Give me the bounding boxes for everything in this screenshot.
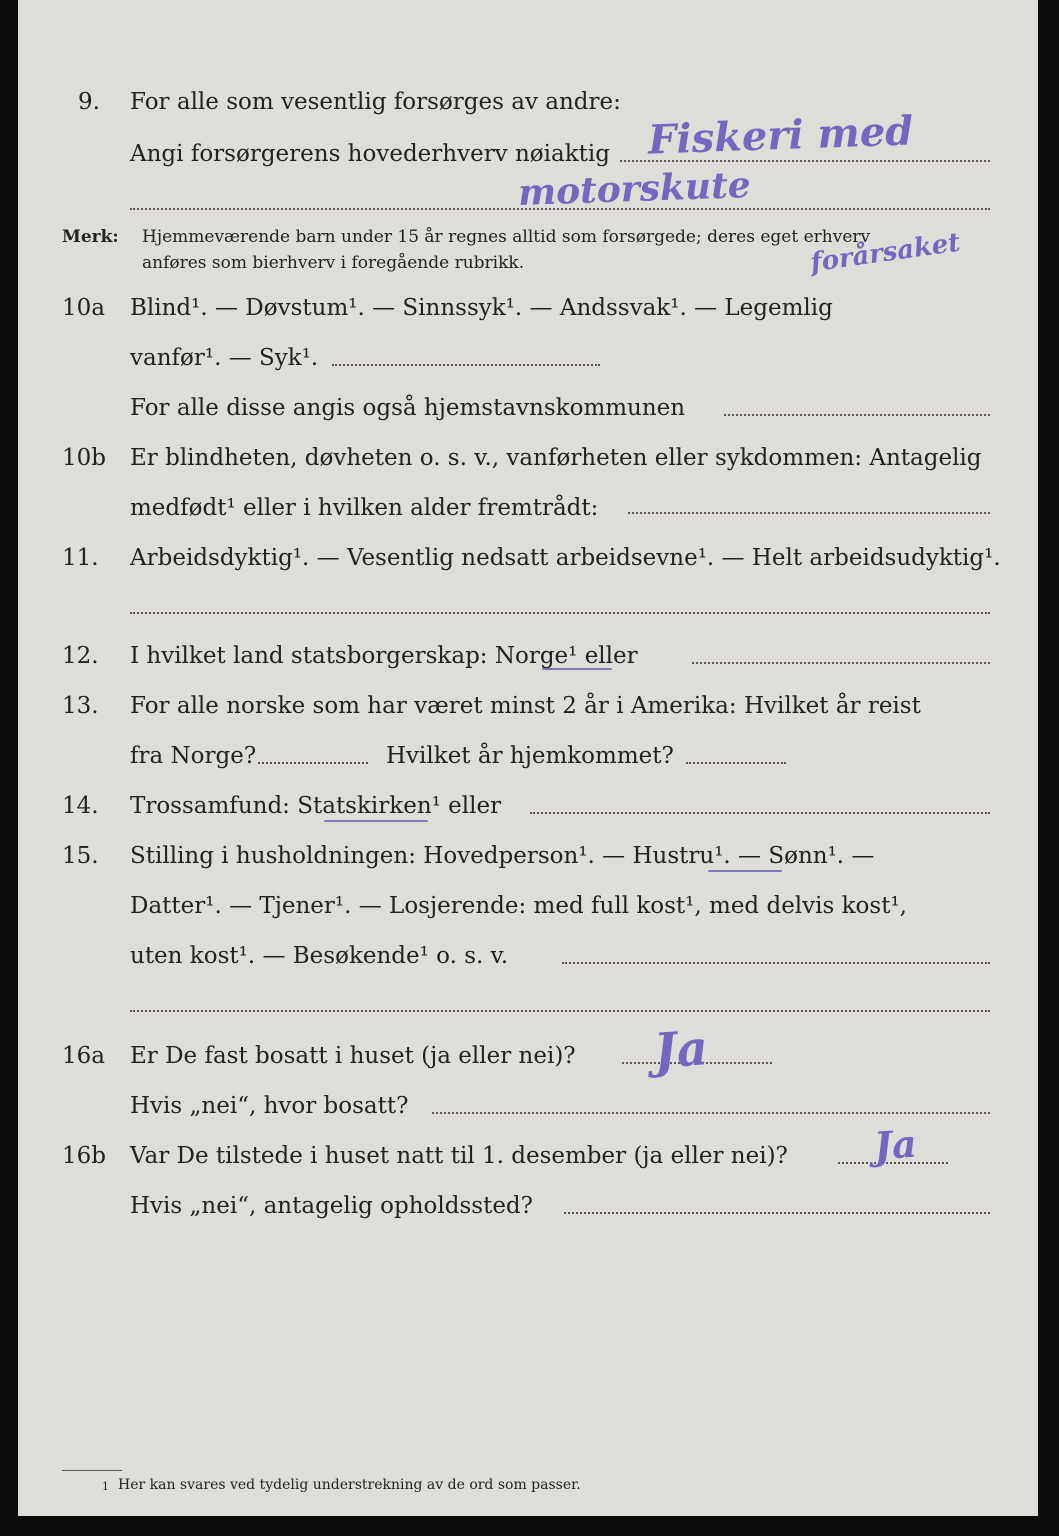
q13-hjemkommet-line[interactable] — [686, 762, 786, 764]
q16a-number: 16a — [62, 1043, 105, 1069]
merk-handwritten-annotation: forårsaket — [808, 227, 963, 279]
q9-handwritten-answer2: motorskute — [517, 163, 752, 215]
q10a-line3: For alle disse angis også hjemstavnskommunen — [130, 395, 686, 421]
q13-reist-line[interactable] — [258, 762, 368, 764]
merk-label: Merk: — [62, 227, 119, 247]
q12-line1: I hvilket land statsborgerskap: Norge¹ eller — [130, 643, 638, 669]
footnote-rule — [62, 1470, 122, 1471]
q14-line1: Trossamfund: Statskirken¹ eller — [130, 793, 502, 819]
q16a-bosatt-line[interactable] — [432, 1112, 990, 1114]
q12-answer-line[interactable] — [692, 662, 990, 664]
q13-line2b: Hvilket år hjemkommet? — [386, 743, 674, 769]
q9-line1: For alle som vesentlig forsørges av andre: — [130, 89, 621, 115]
q10b-line2: medfødt¹ eller i hvilken alder fremtrådt: — [130, 495, 599, 521]
q9-number: 9. — [78, 89, 100, 115]
q16b-line2: Hvis „nei“, antagelig opholdssted? — [130, 1193, 533, 1219]
q14-answer-line[interactable] — [530, 812, 990, 814]
q11-line1: Arbeidsdyktig¹. — Vesentlig nedsatt arbeidsevne¹. — Helt arbeidsudyktig¹. — [130, 545, 1001, 571]
q16b-opholdssted-line[interactable] — [564, 1212, 990, 1214]
q14-statskirken-underline — [324, 820, 428, 822]
q13-line1: For alle norske som har været minst 2 år i Amerika: Hvilket år reist — [130, 693, 921, 719]
census-form-page — [18, 0, 1038, 1516]
footnote-text: Her kan svares ved tydelig understrekning av de ord som passer. — [118, 1477, 581, 1493]
q9-line2: Angi forsørgerens hovederhverv nøiaktig — [130, 141, 610, 167]
q10a-answer-line[interactable] — [332, 364, 600, 366]
q11-answer-line[interactable] — [130, 612, 990, 614]
q10a-line1: Blind¹. — Døvstum¹. — Sinnssyk¹. — Andssvak¹. — Legemlig — [130, 295, 833, 321]
q16a-line1: Er De fast bosatt i huset (ja eller nei)? — [130, 1043, 576, 1069]
q13-line2a: fra Norge? — [130, 743, 257, 769]
q11-number: 11. — [62, 545, 99, 571]
q14-number: 14. — [62, 793, 99, 819]
q15-line2: Datter¹. — Tjener¹. — Losjerende: med full kost¹, med delvis kost¹, — [130, 893, 907, 919]
q13-number: 13. — [62, 693, 99, 719]
q10a-hjemstavn-line[interactable] — [724, 414, 990, 416]
merk-line2: anføres som bierhverv i foregående rubrikk. — [142, 253, 525, 273]
q16b-handwritten-answer: Ja — [872, 1120, 919, 1169]
q10a-line2: vanfør¹. — Syk¹. — [130, 345, 319, 371]
q15-answer-line[interactable] — [562, 962, 990, 964]
q15-answer-line2[interactable] — [130, 1010, 990, 1012]
q15-line3: uten kost¹. — Besøkende¹ o. s. v. — [130, 943, 509, 969]
q12-norge-underline — [542, 668, 612, 670]
q10b-line1: Er blindheten, døvheten o. s. v., vanførheten eller sykdommen: Antagelig — [130, 445, 982, 471]
merk-line1: Hjemmeværende barn under 15 år regnes alltid som forsørgede; deres eget erhverv — [142, 227, 871, 247]
q10b-number: 10b — [62, 445, 106, 471]
q16b-line1: Var De tilstede i huset natt til 1. desember (ja eller nei)? — [130, 1143, 788, 1169]
q12-number: 12. — [62, 643, 99, 669]
q9-handwritten-answer1: Fiskeri med — [647, 107, 914, 164]
q15-line1: Stilling i husholdningen: Hovedperson¹. — Hustru¹. — Sønn¹. — — [130, 843, 875, 869]
q10b-answer-line[interactable] — [628, 512, 990, 514]
q16a-handwritten-answer: Ja — [652, 1020, 710, 1080]
q10a-number: 10a — [62, 295, 105, 321]
q15-number: 15. — [62, 843, 99, 869]
footnote-marker: 1 — [102, 1480, 109, 1493]
q15-hustru-underline — [708, 870, 782, 872]
q16b-number: 16b — [62, 1143, 106, 1169]
q16a-line2: Hvis „nei“, hvor bosatt? — [130, 1093, 409, 1119]
